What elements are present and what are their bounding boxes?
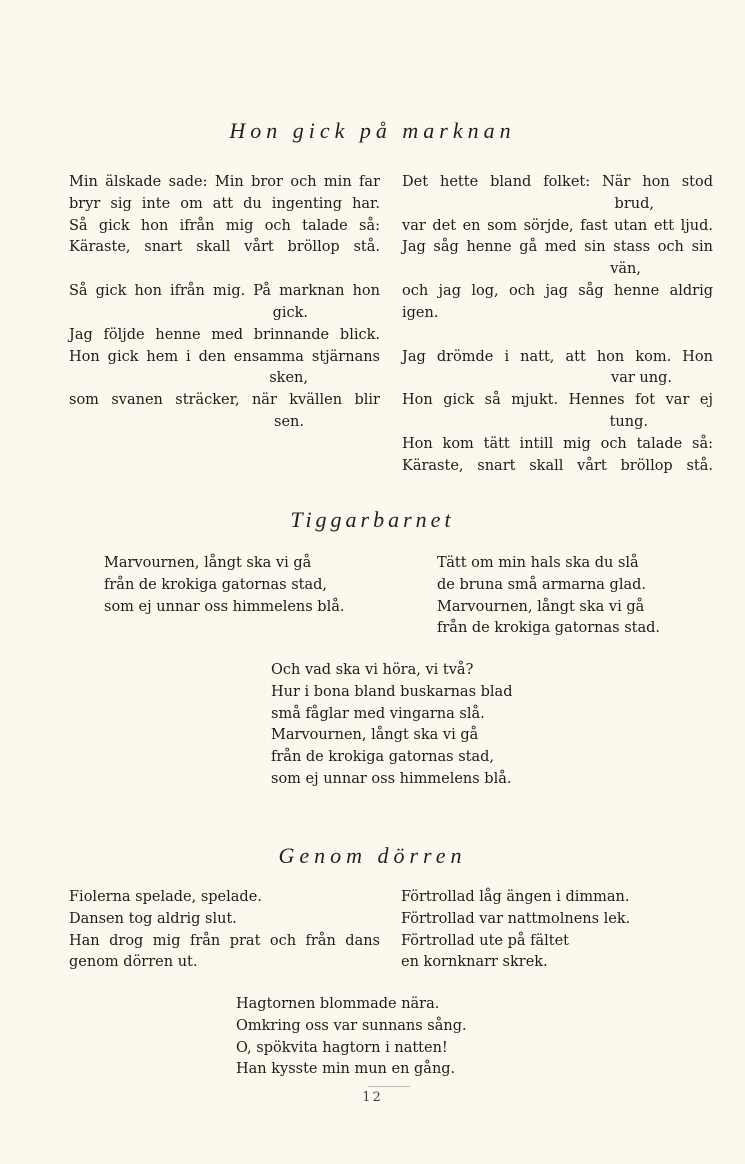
verse-line: Så gick hon ifrån mig och talade så: xyxy=(69,217,380,234)
verse-line-continuation: brud, xyxy=(614,195,654,212)
verse-line: Hon gick hem i den ensamma stjärnans xyxy=(69,348,380,365)
verse-line-continuation: var ung. xyxy=(611,370,672,387)
verse-line: Jag såg henne gå med sin stass och sin xyxy=(402,239,713,256)
poem2-center-stanza xyxy=(271,660,571,791)
poem3-right-column xyxy=(401,887,671,974)
page-number: 12 xyxy=(362,1090,383,1105)
verse-line: Hur i bona bland buskarnas blad xyxy=(271,683,513,700)
verse-line: Marvournen, långt ska vi gå xyxy=(437,598,645,615)
verse-line: Förtrollad var nattmolnens lek. xyxy=(401,910,631,927)
verse-line: som ej unnar oss himmelens blå. xyxy=(271,770,512,787)
verse-line: Min älskade sade: Min bror och min far xyxy=(69,174,380,190)
verse-line: Så gick hon ifrån mig. På marknan hon xyxy=(69,283,380,300)
poem3-center-stanza xyxy=(236,994,536,1081)
verse-line: Jag drömde i natt, att hon kom. Hon xyxy=(402,348,713,365)
verse-line: små fåglar med vingarna slå. xyxy=(271,705,485,722)
verse-line: Han kysste min mun en gång. xyxy=(236,1061,456,1078)
verse-line: Dansen tog aldrig slut. xyxy=(69,910,237,927)
verse-line: O, spökvita hagtorn i natten! xyxy=(236,1039,448,1056)
verse-line: de bruna små armarna glad. xyxy=(437,576,647,593)
verse-line: Marvournen, långt ska vi gå xyxy=(104,555,312,571)
verse-line: Jag följde henne med brinnande blick. xyxy=(69,326,380,343)
verse-line-continuation: vän, xyxy=(610,261,641,278)
verse-line: som ej unnar oss himmelens blå. xyxy=(104,598,345,615)
verse-line-continuation: tung. xyxy=(609,413,648,430)
verse-line-continuation: gick. xyxy=(272,304,308,321)
verse-line: genom dörren ut. xyxy=(69,954,198,971)
verse-line: från de krokiga gatornas stad, xyxy=(271,749,495,766)
verse-line: bryr sig inte om att du ingenting har. xyxy=(69,195,380,212)
poem1-left-column xyxy=(69,172,380,434)
verse-line: Det hette bland folket: När hon stod xyxy=(402,174,713,190)
verse-line: Hon gick så mjukt. Hennes fot var ej xyxy=(402,392,713,409)
verse-line: som svanen sträcker, när kvällen blir xyxy=(69,392,380,409)
verse-line: en kornknarr skrek. xyxy=(401,954,548,971)
verse-line: från de krokiga gatornas stad. xyxy=(437,620,661,637)
verse-line: Förtrollad låg ängen i dimman. xyxy=(401,889,630,905)
verse-line: var det en som sörjde, fast utan ett ljud. xyxy=(402,217,713,234)
verse-line: Marvournen, långt ska vi gå xyxy=(271,727,479,744)
verse-line: och jag log, och jag såg henne aldrig igen. xyxy=(402,282,713,321)
poem2-right-column xyxy=(437,553,697,640)
verse-line: Käraste, snart skall vårt bröllop stå. xyxy=(69,239,380,256)
verse-line: Hagtornen blommade nära. xyxy=(236,996,440,1012)
verse-line: Käraste, snart skall vårt bröllop stå. xyxy=(402,457,713,474)
verse-line: Fiolerna spelade, spelade. xyxy=(69,889,262,905)
verse-line: Hon kom tätt intill mig och talade så: xyxy=(402,435,713,452)
poem-title-tiggarbarnet: Tiggarbarnet xyxy=(290,507,455,532)
verse-line: Tätt om min hals ska du slå xyxy=(437,555,639,571)
verse-line: Förtrollad ute på fältet xyxy=(401,932,570,949)
poem-title-genom-dorren: Genom dörren xyxy=(278,843,467,868)
verse-line: från de krokiga gatornas stad, xyxy=(104,576,328,593)
poem-title-hon-gick-pa-marknan: Hon gick på marknan xyxy=(229,118,516,143)
page-number-rule xyxy=(368,1086,410,1087)
verse-line-continuation: sken, xyxy=(269,370,308,387)
poem1-right-column xyxy=(402,172,713,477)
verse-line: Han drog mig från prat och från dans xyxy=(69,932,380,949)
poem2-left-column xyxy=(104,553,364,618)
verse-line: Och vad ska vi höra, vi två? xyxy=(271,662,474,678)
poem3-left-column xyxy=(69,887,380,974)
verse-line-continuation: sen. xyxy=(274,413,304,430)
verse-line: Omkring oss var sunnans sång. xyxy=(236,1017,467,1034)
